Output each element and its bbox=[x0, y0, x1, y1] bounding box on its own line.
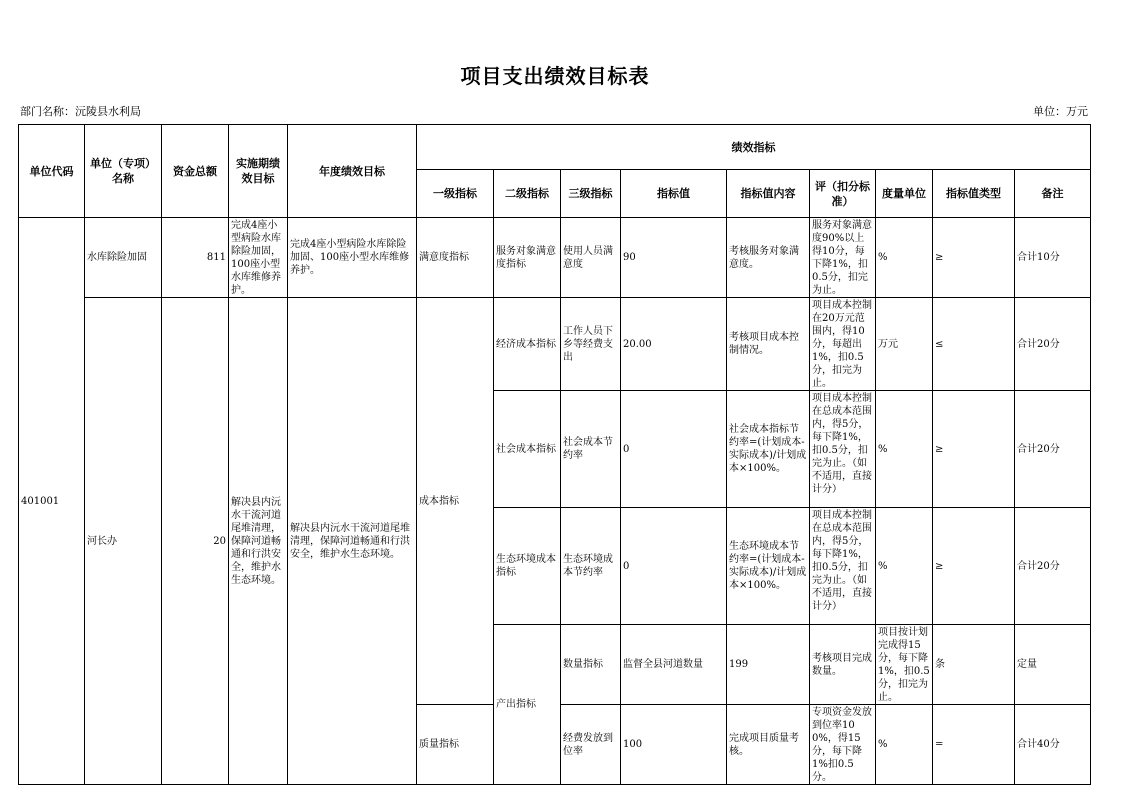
header-level1: 一级指标 bbox=[417, 170, 494, 218]
content-cell: 生态环境成本节约率=(计划成本-实际成本)/计划成本×100%。 bbox=[727, 508, 810, 625]
annual-goal-cell: 完成4座小型病险水库除险加固、100座小型水库维修养护。 bbox=[288, 218, 417, 298]
level3-cell: 使用人员满意度 bbox=[561, 218, 621, 298]
annual-goal-cell: 解决县内沅水干流河道尾堆清理，保障河道畅通和行洪安全，维护水生态环境。 bbox=[288, 298, 417, 785]
level2-cell: 经济成本指标 bbox=[494, 298, 561, 391]
level1-cell: 满意度指标 bbox=[417, 218, 494, 298]
level3-cell: 生态环境成本节约率 bbox=[561, 508, 621, 625]
header-value: 指标值 bbox=[621, 170, 727, 218]
project-name-cell: 河长办 bbox=[85, 298, 162, 785]
criteria-cell: 项目成本控制在20万元范围内，得10分，每超出1%，扣0.5分，扣完为止。 bbox=[810, 298, 876, 391]
content-cell: 考核项目完成数量。 bbox=[810, 625, 876, 705]
measure-unit-cell: % bbox=[876, 218, 933, 298]
header-unit-code: 单位代码 bbox=[19, 125, 85, 218]
value-type-cell: ≤ bbox=[933, 298, 1015, 391]
level2-cell: 服务对象满意度指标 bbox=[494, 218, 561, 298]
value-cell: 20.00 bbox=[621, 298, 727, 391]
level2-cell: 生态环境成本指标 bbox=[494, 508, 561, 625]
measure-unit-cell: % bbox=[876, 391, 933, 508]
department-name: 部门名称：沅陵县水利局 bbox=[20, 105, 141, 118]
header-content: 指标值内容 bbox=[727, 170, 810, 218]
level1-cell: 产出指标 bbox=[494, 625, 561, 785]
value-type-cell: = bbox=[933, 705, 1015, 785]
header-unit-name: 单位（专项）名称 bbox=[85, 125, 162, 218]
criteria-cell: 项目成本控制在总成本范围内，得5分，每下降1%，扣0.5分，扣完为止。（如不适用，直接计分） bbox=[810, 508, 876, 625]
header-measure-unit: 度量单位 bbox=[876, 170, 933, 218]
page-title: 项目支出绩效目标表 bbox=[460, 64, 650, 88]
header-annual-goal: 年度绩效目标 bbox=[288, 125, 417, 218]
level1-cell: 成本指标 bbox=[417, 298, 494, 705]
header-level2: 二级指标 bbox=[494, 170, 561, 218]
currency-unit: 单位：万元 bbox=[1033, 105, 1088, 118]
criteria-cell: 服务对象满意度90%以上得10分，每下降1%，扣0.5分，扣完为止。 bbox=[810, 218, 876, 298]
header-value-type: 指标值类型 bbox=[933, 170, 1015, 218]
remark-cell: 合计20分 bbox=[1015, 508, 1091, 625]
remark-cell: 合计40分 bbox=[1015, 705, 1091, 785]
unit-code-cell: 401001 bbox=[19, 218, 85, 785]
table-row bbox=[19, 218, 1091, 298]
value-cell: 0 bbox=[621, 391, 727, 508]
header-row-1 bbox=[19, 125, 1091, 170]
period-goal-cell: 完成4座小型病险水库除险加固，100座小型水库维修养护。 bbox=[229, 218, 288, 298]
table-row bbox=[19, 298, 1091, 391]
header-remark: 备注 bbox=[1015, 170, 1091, 218]
header-level3: 三级指标 bbox=[561, 170, 621, 218]
level2-cell: 数量指标 bbox=[561, 625, 621, 705]
period-goal-cell: 解决县内沅水干流河道尾堆清理，保障河道畅通和行洪安全，维护水生态环境。 bbox=[229, 298, 288, 785]
remark-cell: 合计10分 bbox=[1015, 218, 1091, 298]
remark-cell: 合计20分 bbox=[1015, 391, 1091, 508]
level2-cell: 社会成本指标 bbox=[494, 391, 561, 508]
performance-table bbox=[18, 124, 1091, 785]
measure-unit-cell: 条 bbox=[933, 625, 1015, 705]
value-cell: 199 bbox=[727, 625, 810, 705]
level2-cell: 质量指标 bbox=[417, 705, 494, 785]
value-cell: 0 bbox=[621, 508, 727, 625]
content-cell: 考核项目成本控制情况。 bbox=[727, 298, 810, 391]
criteria-cell: 项目成本控制在总成本范围内，得5分，每下降1%，扣0.5分，扣完为止。（如不适用，直接计分） bbox=[810, 391, 876, 508]
measure-unit-cell: % bbox=[876, 705, 933, 785]
level3-cell: 社会成本节约率 bbox=[561, 391, 621, 508]
value-type-cell: 定量 bbox=[1015, 625, 1091, 705]
header-total-funds: 资金总额 bbox=[162, 125, 229, 218]
value-cell: 90 bbox=[621, 218, 727, 298]
level3-cell: 经费发放到位率 bbox=[561, 705, 621, 785]
project-funds-cell: 20 bbox=[162, 298, 229, 785]
level3-cell: 工作人员下乡等经费支出 bbox=[561, 298, 621, 391]
project-name-cell: 水库除险加固 bbox=[85, 218, 162, 298]
measure-unit-cell: 万元 bbox=[876, 298, 933, 391]
content-cell: 完成项目质量考核。 bbox=[727, 705, 810, 785]
value-type-cell: ≥ bbox=[933, 218, 1015, 298]
value-type-cell: ≥ bbox=[933, 508, 1015, 625]
header-criteria: 评（扣分标准） bbox=[810, 170, 876, 218]
remark-cell: 合计20分 bbox=[1015, 298, 1091, 391]
criteria-cell: 项目按计划完成得15分，每下降1%，扣0.5分，扣完为止。 bbox=[876, 625, 933, 705]
criteria-cell: 专项资金发放到位率100%，得15分，每下降1%扣0.5分。 bbox=[810, 705, 876, 785]
content-cell: 考核服务对象满意度。 bbox=[727, 218, 810, 298]
measure-unit-cell: % bbox=[876, 508, 933, 625]
value-type-cell: ≥ bbox=[933, 391, 1015, 508]
project-funds-cell: 811 bbox=[162, 218, 229, 298]
value-cell: 100 bbox=[621, 705, 727, 785]
level3-cell: 监督全县河道数量 bbox=[621, 625, 727, 705]
header-performance-indicators: 绩效指标 bbox=[417, 125, 1091, 170]
content-cell: 社会成本指标节约率=(计划成本-实际成本)/计划成本×100%。 bbox=[727, 391, 810, 508]
header-period-goal: 实施期绩效目标 bbox=[229, 125, 288, 218]
